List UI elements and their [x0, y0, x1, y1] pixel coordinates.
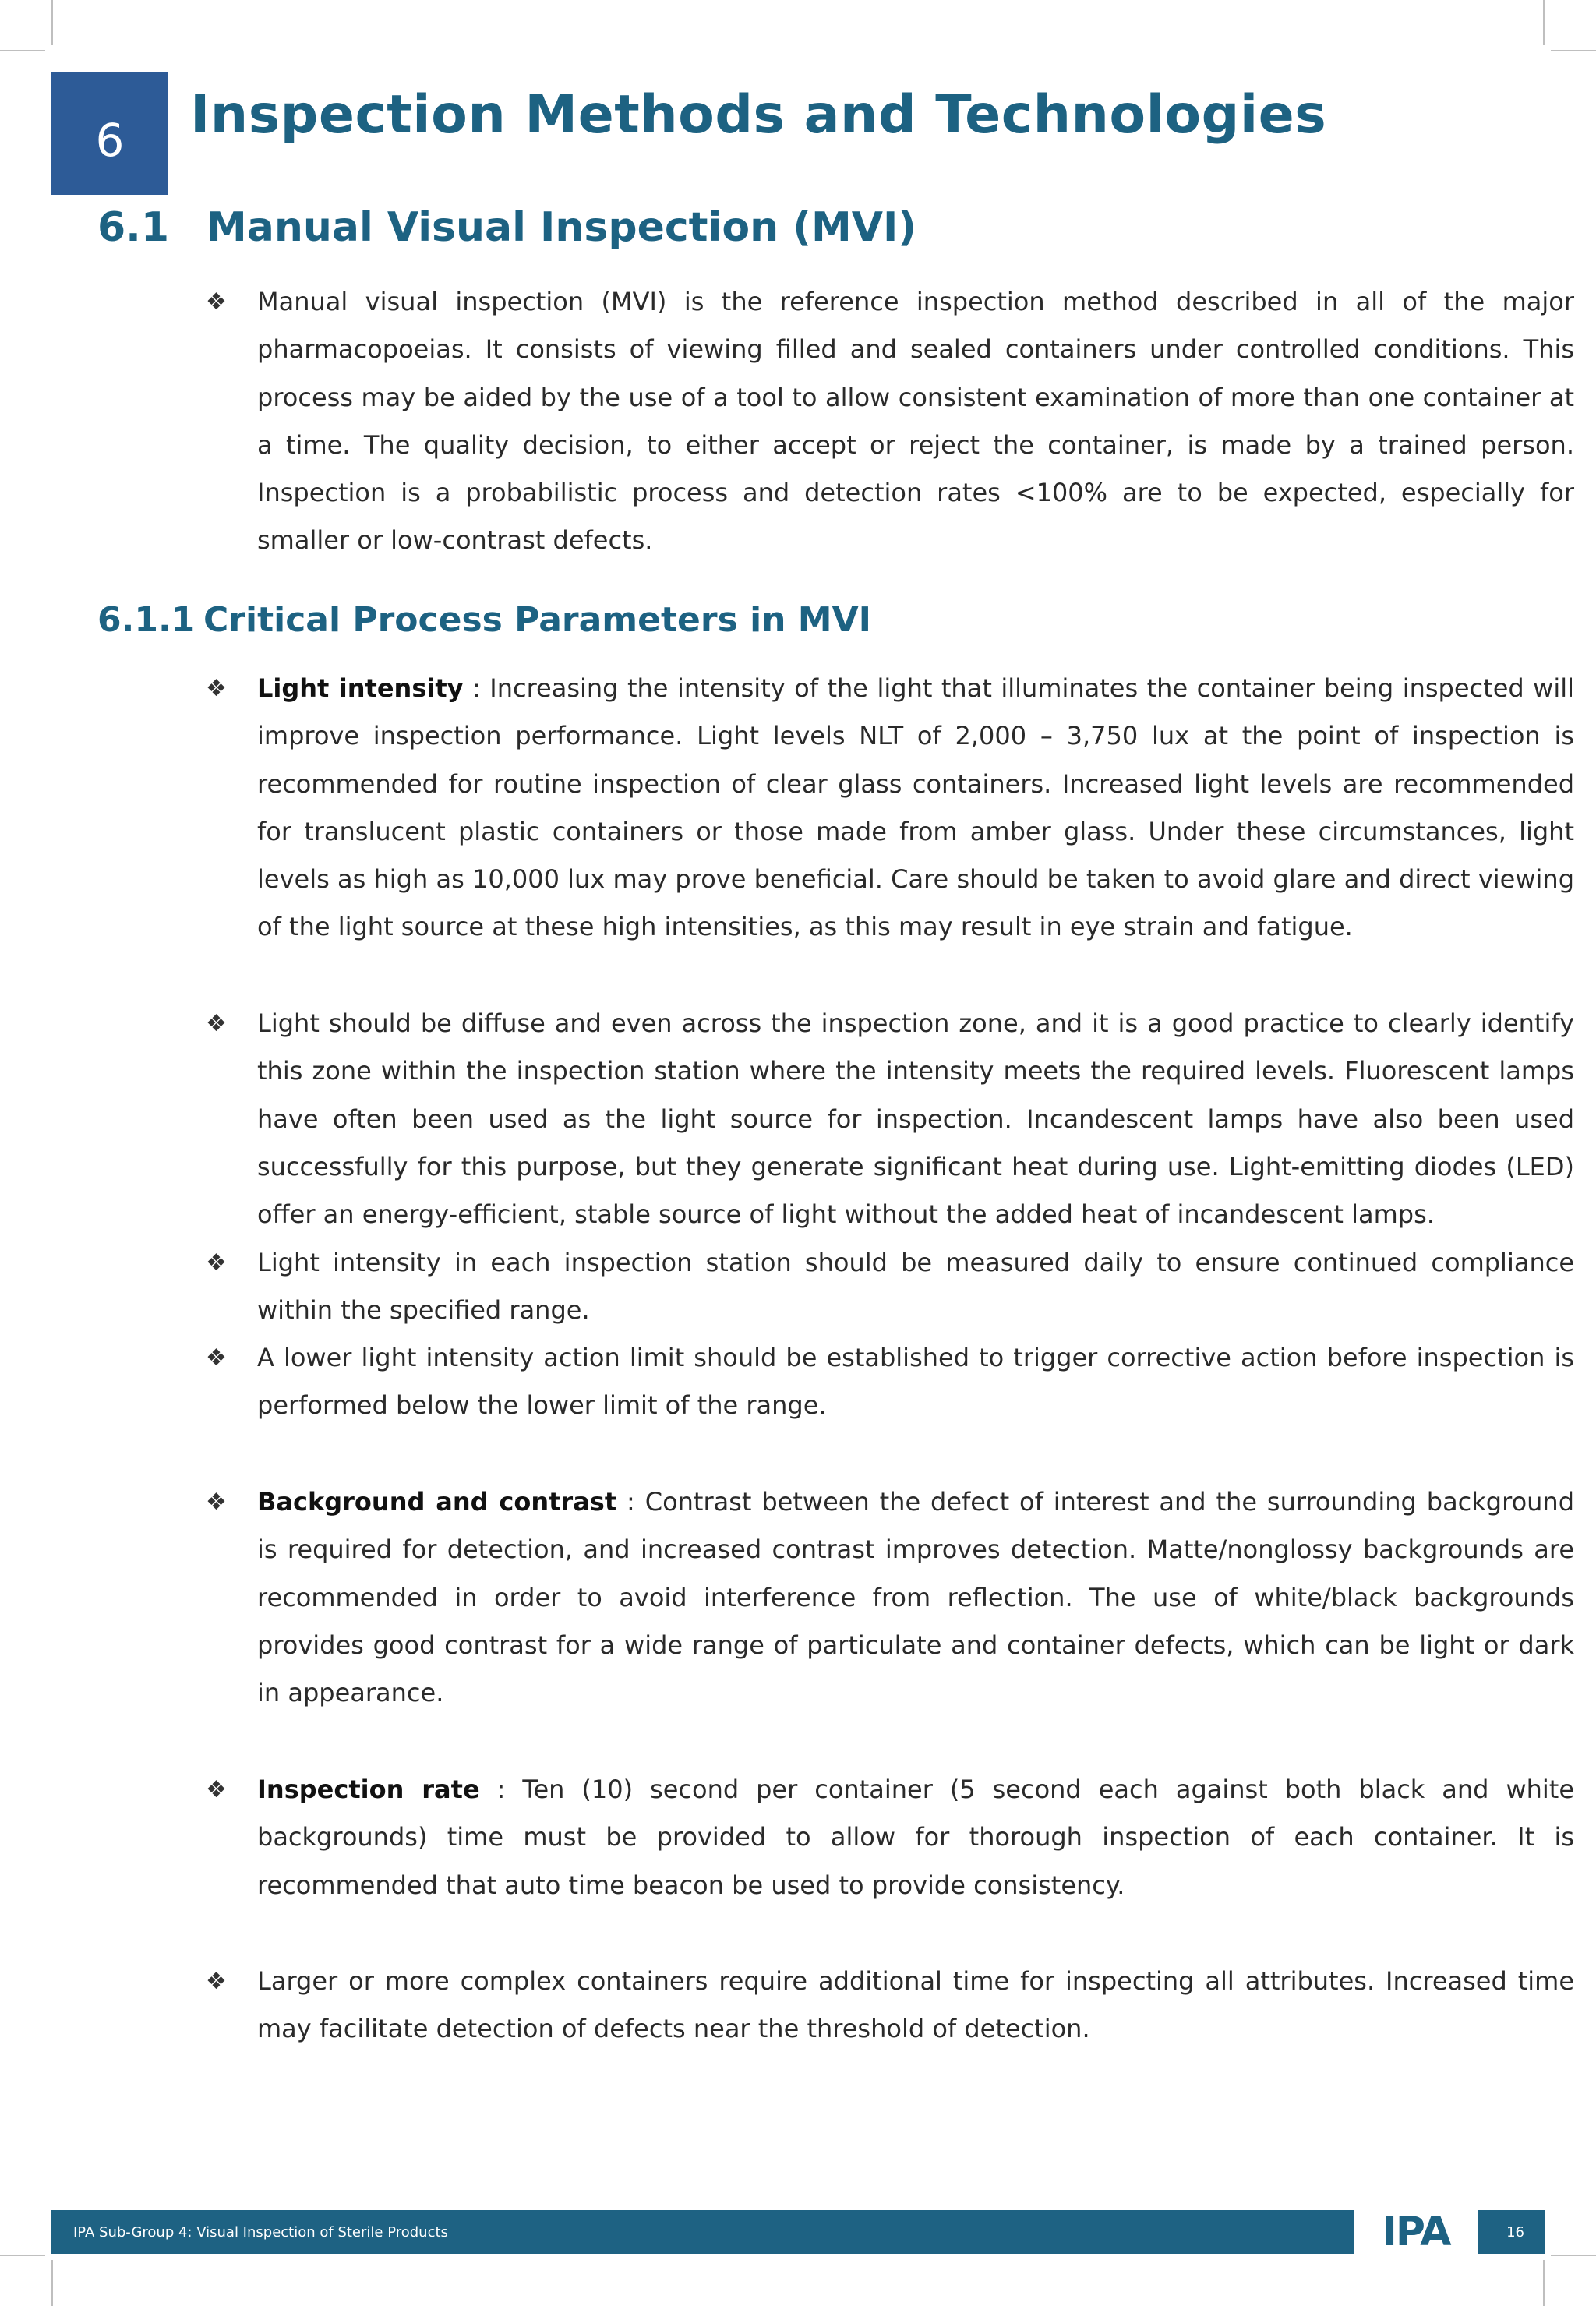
page-number: 16: [1506, 2224, 1524, 2241]
bullet-icon: ❖: [206, 1488, 227, 1516]
section-heading: [97, 204, 916, 251]
crop-mark: [0, 50, 45, 51]
item-text: Ten (10) second per container (5 second each against both black and white backgrounds) time must be provided to allow for thorough inspection of each container. It is recommended that auto time beacon be used to provide consistency.: [257, 1775, 1575, 1900]
list-item: [206, 1334, 1574, 1430]
chapter-number: 6: [51, 72, 168, 195]
item-text: A lower light intensity action limit should be established to trigger corrective action before inspection is performed below the lower limit of the range.: [257, 1343, 1574, 1421]
item-text: Larger or more complex containers require additional time for inspecting all attributes. Increased time may facilitate detection of defects near the threshold of detection.: [257, 1966, 1574, 2044]
crop-mark: [1543, 2260, 1545, 2306]
subsection-number: 6.1.1: [97, 600, 196, 640]
term-label: Background and contrast: [257, 1487, 617, 1517]
crop-mark: [0, 2255, 45, 2256]
bullet-icon: ❖: [206, 1010, 227, 1037]
item-text: Contrast between the defect of interest and the surrounding background is required for detection, and increased contrast improves detection. Matte/nonglossy backgrounds are recommended in order to avoid interference from reflection. The use of white/black backgrounds provides good contrast for a wide range of particulate and container defects, which can be light or dark in appearance.: [257, 1487, 1575, 1708]
crop-mark: [51, 0, 53, 45]
bullet-icon: ❖: [206, 288, 227, 316]
list-item: [206, 1000, 1574, 1238]
subsection-title: Critical Process Parameters in MVI: [203, 600, 872, 640]
crop-mark: [1543, 0, 1545, 45]
logo-text: IPA: [1382, 2209, 1450, 2255]
bullet-icon: ❖: [206, 1344, 227, 1372]
chapter-title: Inspection Methods and Technologies: [190, 84, 1327, 146]
term-label: Light intensity: [257, 673, 464, 703]
section-number: 6.1: [97, 204, 170, 251]
list-item: [206, 1239, 1574, 1335]
ipa-logo: [1354, 2210, 1478, 2254]
list-item: [206, 1958, 1574, 2054]
crop-mark: [51, 2260, 53, 2306]
list-item: [206, 1766, 1574, 1909]
list-item: [206, 665, 1574, 952]
term-separator: :: [463, 673, 490, 703]
item-text: Light intensity in each inspection station should be measured daily to ensure continued compliance within the specified range.: [257, 1248, 1574, 1326]
term-label: Inspection rate: [257, 1775, 480, 1804]
intro-paragraph: [206, 278, 1574, 565]
item-text: Increasing the intensity of the light that illuminates the container being inspected will improve inspection performance. Light levels NLT of 2,000 – 3,750 lux at the point of inspection is recommended for routine inspection of clear glass containers. Increased light levels are recommended for translucent plastic containers or those made from amber glass. Under these circumstances, light levels as high as 10,000 lux may prove beneficial. Care should be taken to avoid glare and direct viewing of the light source at these high intensities, as this may result in eye strain and fatigue.: [257, 673, 1575, 942]
bullet-icon: ❖: [206, 1968, 227, 1995]
crop-mark: [1551, 50, 1596, 51]
bullet-icon: ❖: [206, 675, 227, 702]
crop-mark: [1551, 2255, 1596, 2256]
paragraph-text: Manual visual inspection (MVI) is the reference inspection method described in all of the major pharmacopoeias. It consists of viewing filled and sealed containers under controlled conditions. This process may be aided by the use of a tool to allow consistent examination of more than one container at a time. The quality decision, to either accept or reject the container, is made by a trained person. Inspection is a probabilistic process and detection rates <100% are to be expected, especially for smaller or low-contrast defects.: [257, 287, 1574, 556]
term-separator: :: [479, 1775, 523, 1804]
footer-text: IPA Sub-Group 4: Visual Inspection of Sterile Products: [73, 2224, 448, 2241]
section-title: Manual Visual Inspection (MVI): [207, 204, 917, 251]
bullet-icon: ❖: [206, 1776, 227, 1803]
item-text: Light should be diffuse and even across the inspection zone, and it is a good practice to clearly identify this zone within the inspection station where the intensity meets the required levels. Fluorescent lamps have often been used as the light source for inspection. Incandescent lamps have also been used successfully for this purpose, but they generate significant heat during use. Light-emitting diodes (LED) offer an energy-efficient, stable source of light without the added heat of incandescent lamps.: [257, 1008, 1574, 1230]
bullet-icon: ❖: [206, 1249, 227, 1277]
page-footer: [51, 2210, 1545, 2254]
list-item: [206, 1478, 1574, 1717]
term-separator: :: [616, 1487, 645, 1517]
subsection-heading: [97, 600, 871, 640]
